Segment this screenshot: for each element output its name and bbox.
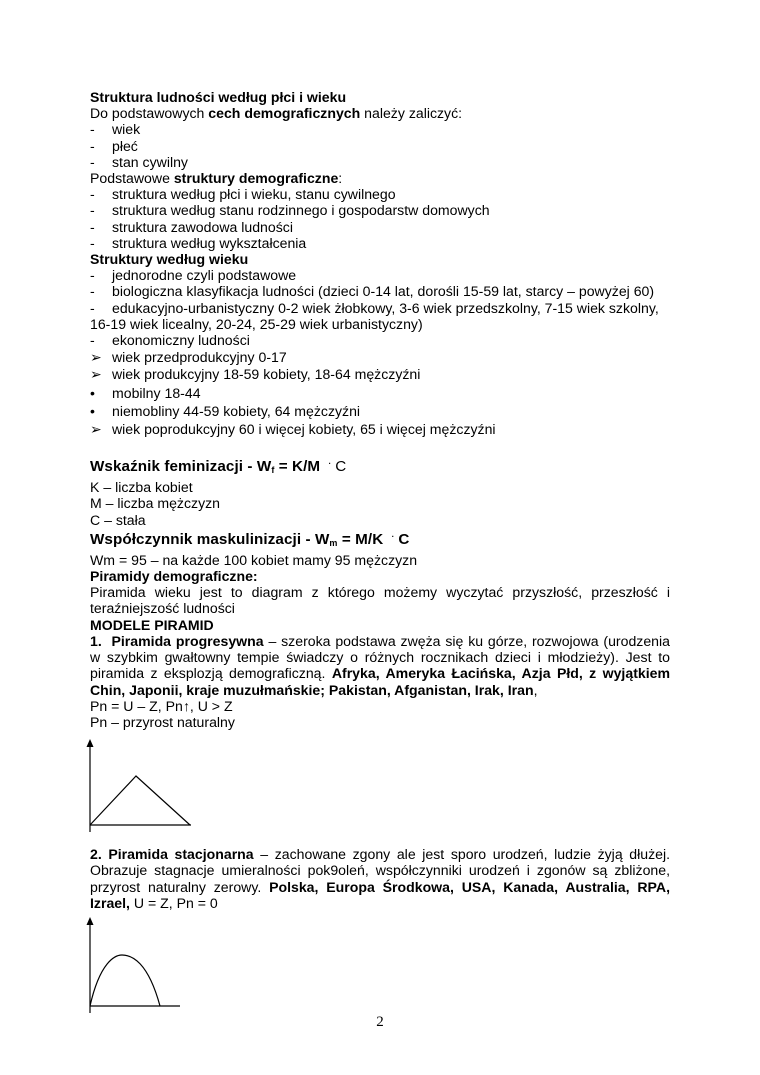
stationary-pyramid-diagram <box>80 917 220 1017</box>
feminization-formula: Wskaźnik feminizacji - $W_f = K/M \cdot C$ <box>90 458 347 476</box>
pyramid-progressive-pn: Pn – przyrost naturalny <box>90 713 235 730</box>
feminization-def: K – liczba kobiet <box>90 479 193 496</box>
sub-list-item: ➢ wiek produkcyjny 18-59 kobiety, 18-64 mężczyźni <box>90 366 421 383</box>
sub-list-item: ➢ wiek przedprodukcyjny 0-17 <box>90 349 287 366</box>
list-item: - jednorodne czyli podstawowe <box>90 267 297 284</box>
sub-list-item: ➢ wiek poprodukcyjny 60 i więcej kobiety, 65 i więcej mężczyźni <box>90 421 496 438</box>
sub-list-item: • niemobliny 44-59 kobiety, 64 mężczyźni <box>90 402 361 419</box>
list-item-continuation: 16-19 wiek licealny, 20-24, 25-29 wiek urbanistyczny) <box>90 315 423 332</box>
arrow-bullet-icon: ➢ <box>90 366 102 383</box>
feminization-def: M – liczba mężczyzn <box>90 495 221 512</box>
list-item: - struktura według wykształcenia <box>90 234 307 251</box>
document-title: Struktura ludności według płci i wieku <box>90 89 347 105</box>
list-item: - płeć <box>90 137 138 154</box>
list-item: - struktura według płci i wieku, stanu cywilnego <box>90 186 396 203</box>
list-item: - edukacyjno-urbanistyczny 0-2 wiek żłobkowy, 3-6 wiek przedszkolny, 7-15 wiek szkolny, <box>90 299 659 316</box>
list-item: - struktura zawodowa ludności <box>90 218 293 235</box>
dot-bullet-icon: • <box>90 402 95 419</box>
progressive-pyramid-diagram <box>80 736 220 836</box>
page-number: 2 <box>376 1014 384 1030</box>
pyramids-definition: Piramida wieku jest to diagram z którego możemy wyczytać przyszłość, przeszłość i teraźniejszość ludności <box>90 584 670 617</box>
list-item: - ekonomiczny ludności <box>90 332 250 349</box>
list-item: - wiek <box>90 121 141 138</box>
dot-bullet-icon: • <box>90 384 95 401</box>
sub-list-item: • mobilny 18-44 <box>90 384 201 401</box>
feminization-def: C – stała <box>90 511 146 528</box>
masculinization-formula: Współczynnik maskulinizacji - $W_m = M/K \cdot C$ <box>90 530 410 548</box>
pyramid-stationary-paragraph: 2. Piramida stacjonarna – zachowane zgony ale jest sporo urodzeń, ludzie żyją dłużej. Obrazuje stagnacje umieralności pok9oleń, współczynniki urodzeń i zgonów są zbliżone, przyrost naturalny zerowy. Polska, Europa Środkowa, USA, Kanada, Australia, RPA, Izrael, U = Z, Pn = 0 <box>90 846 671 911</box>
pyramids-heading: Piramidy demograficzne: <box>90 568 258 585</box>
pyramid-progressive-formula: Pn = U – Z, Pn↑, U > Z <box>90 697 233 714</box>
arrow-bullet-icon: ➢ <box>90 421 102 438</box>
arrow-bullet-icon: ➢ <box>90 349 102 366</box>
models-heading: MODELE PIRAMID <box>90 616 214 633</box>
document-page <box>90 89 670 1017</box>
demo-features-intro: Do podstawowych cech demograficznych należy zaliczyć: <box>90 105 463 122</box>
masculinization-example: Wm = 95 – na każde 100 kobiet mamy 95 mężczyzn <box>90 551 418 568</box>
demo-structures-intro: Podstawowe struktury demograficzne: <box>90 170 343 187</box>
list-item: - biologiczna klasyfikacja ludności (dzieci 0-14 lat, dorośli 15-59 lat, starcy – powyżej 60) <box>90 283 655 300</box>
age-structures-heading: Struktury według wieku <box>90 251 249 268</box>
pyramid-progressive-paragraph: 1. Piramida progresywna – szeroka podstawa zwęża się ku górze, rozwojowa (urodzenia w szybkim gwałtowny tempie świadczy o różnych rocznikach dzieci i młodzieży). Jest to piramida z eksplozją demograficzną. Afryka, Ameryka Łacińska, Azja Płd, z wyjątkiem Chin, Japonii, kraje muzułmańskie; Pakistan, Afganistan, Irak, Iran, <box>90 632 671 698</box>
list-item: - stan cywilny <box>90 153 188 170</box>
list-item: - struktura według stanu rodzinnego i gospodarstw domowych <box>90 202 490 219</box>
